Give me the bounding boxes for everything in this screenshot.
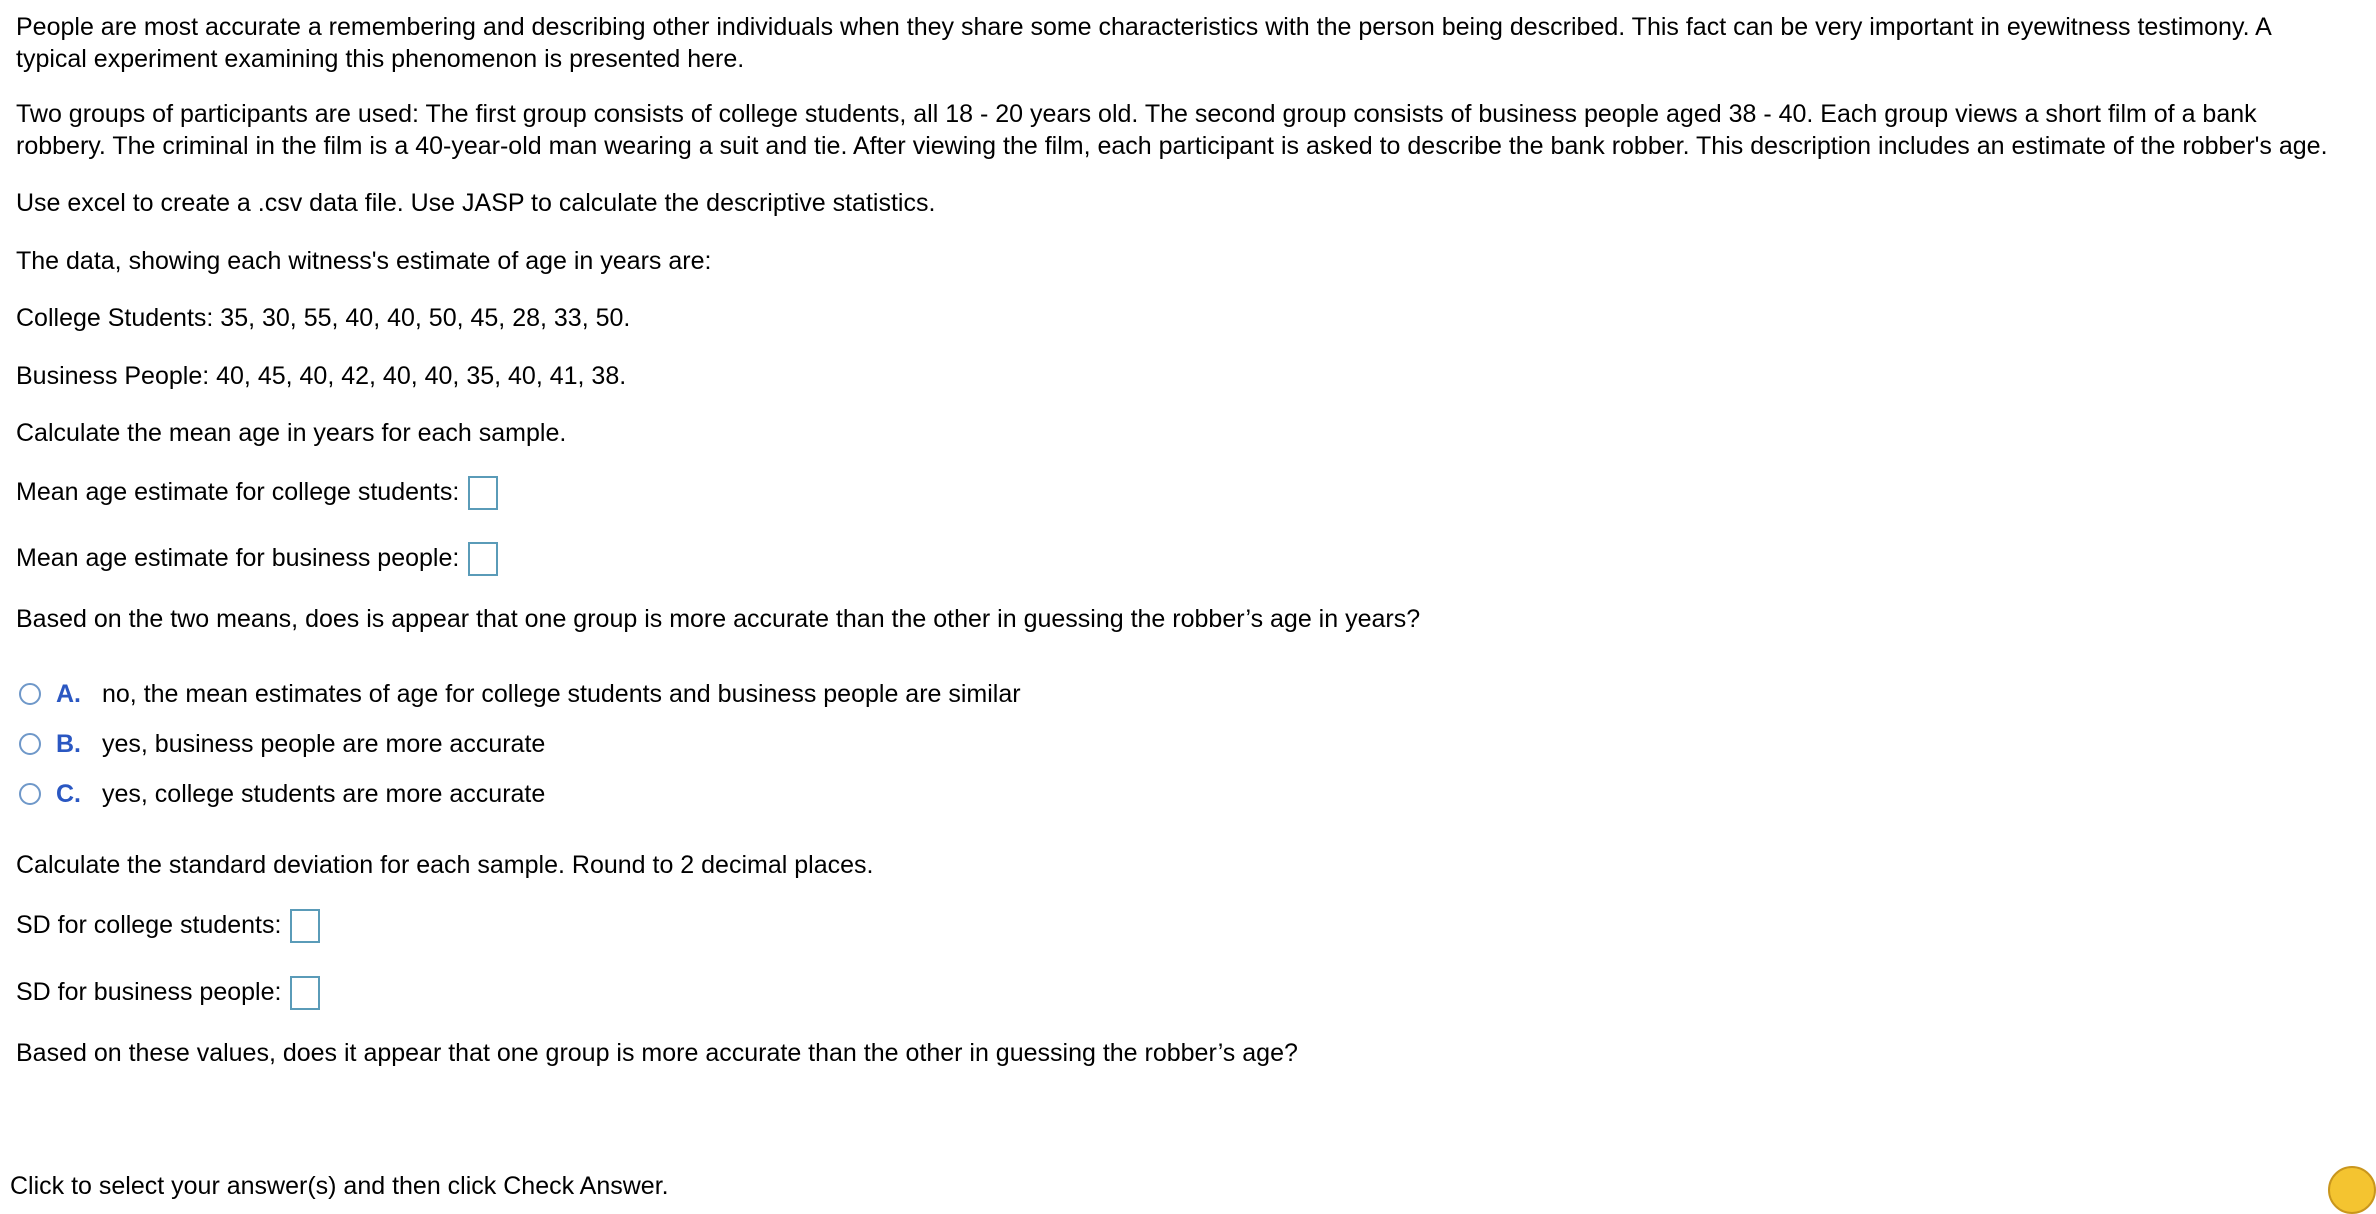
option-text: yes, business people are more accurate [102,729,546,758]
footer-instruction-text: Click to select your answer(s) and then click Check Answer. [10,1172,669,1200]
radio-button-icon[interactable] [19,733,41,755]
college-sd-input[interactable] [290,909,320,943]
option-c[interactable] [19,778,2346,810]
option-text: yes, college students are more accurate [102,779,546,808]
option-text: no, the mean estimates of age for college students and business people are similar [102,679,1021,708]
business-sd-label: SD for business people: [16,977,282,1006]
college-mean-input[interactable] [468,476,498,510]
radio-button-icon[interactable] [19,683,41,705]
option-letter: B. [56,729,81,758]
sd-question: Based on these values, does it appear that one group is more accurate than the other in guessing the robber’s age? [16,1038,1298,1067]
data-intro-text: The data, showing each witness's estimate of age in years are: [16,246,712,275]
business-sd-row [16,976,2346,1010]
option-letter: C. [56,779,81,808]
sd-prompt: Calculate the standard deviation for each sample. Round to 2 decimal places. [16,851,874,879]
accuracy-options [19,678,2346,810]
intro-paragraph: People are most accurate a remembering and describing other individuals when they share some characteristics with the person being described. This fact can be very important in eyewitness testimony. A typical experiment examining this phenomenon is presented here. [16,13,2271,73]
business-mean-label: Mean age estimate for business people: [16,543,460,572]
college-mean-label: Mean age estimate for college students: [16,477,460,506]
business-mean-row [16,542,2346,576]
accuracy-question: Based on the two means, does is appear that one group is more accurate than the other in guessing the robber’s age in years? [16,604,1421,633]
instructions-text: Use excel to create a .csv data file. Use JASP to calculate the descriptive statistics. [16,189,936,217]
groups-paragraph: Two groups of participants are used: The first group consists of college students, all 18 - 20 years old. The second group consists of business people aged 38 - 40. Each group views a short film of a bank robbery. The criminal in the film is a 40-year-old man wearing a suit and tie. After viewing the film, each participant is asked to describe the bank robber. This description includes an estimate of the robber's age. [16,100,2328,160]
question-content [16,12,2346,1069]
radio-button-icon[interactable] [19,783,41,805]
option-b[interactable] [19,728,2346,760]
means-prompt: Calculate the mean age in years for each sample. [16,419,567,447]
option-letter: A. [56,679,81,708]
help-icon[interactable] [2328,1166,2376,1214]
college-sd-label: SD for college students: [16,910,282,939]
college-data-text: College Students: 35, 30, 55, 40, 40, 50, 45, 28, 33, 50. [16,304,631,332]
business-data-text: Business People: 40, 45, 40, 42, 40, 40, 35, 40, 41, 38. [16,361,627,390]
business-mean-input[interactable] [468,542,498,576]
business-sd-input[interactable] [290,976,320,1010]
college-mean-row [16,476,2346,510]
option-a[interactable] [19,678,2346,710]
college-sd-row [16,909,2346,943]
